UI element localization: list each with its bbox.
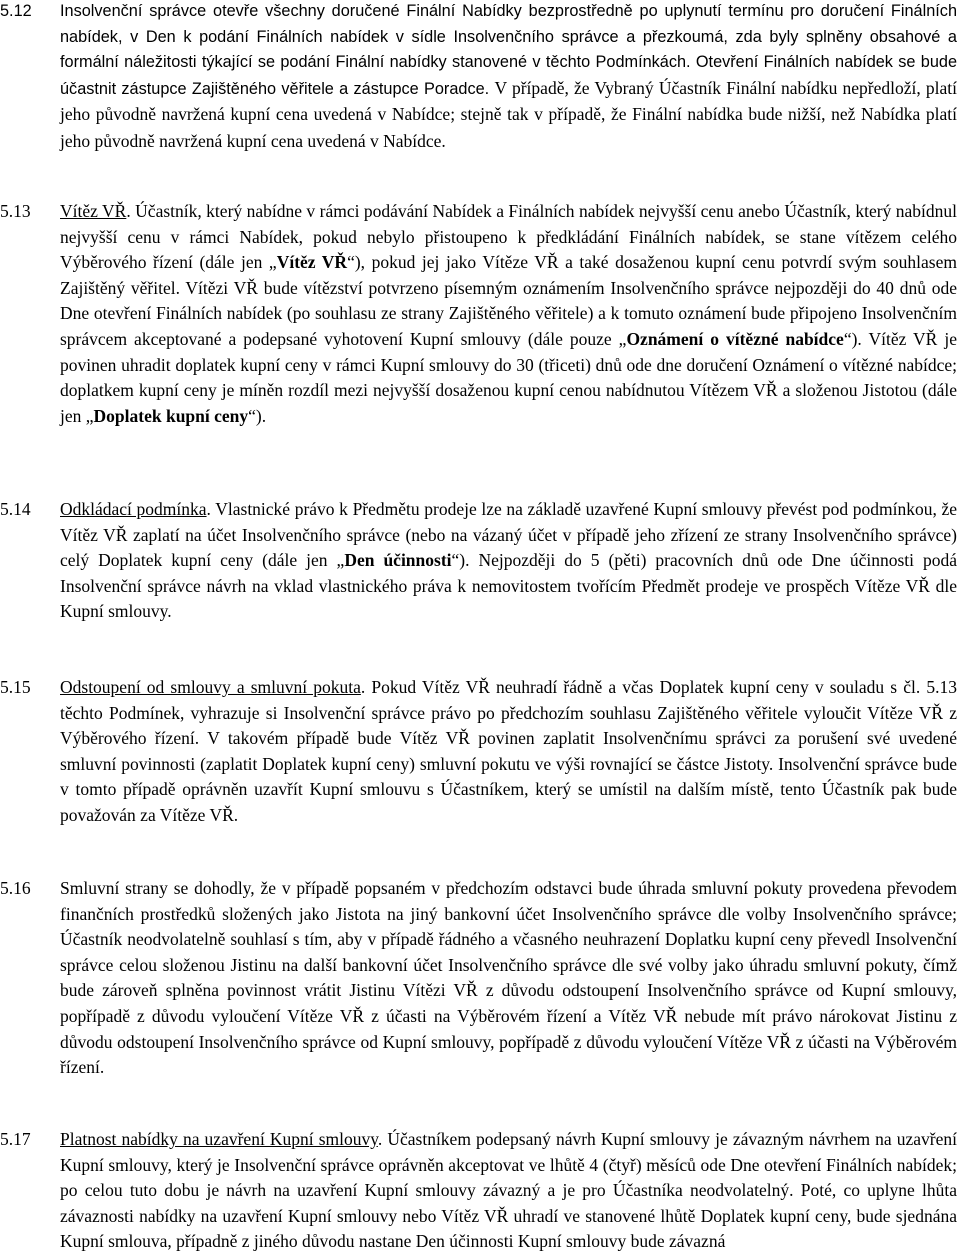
paragraph-5-17	[0, 1127, 960, 1253]
paragraph-text-part: . Vlastnické právo k Předmětu prodeje lze na základě uzavřené Kupní smlouvy převést pod podmínkou, že Vítěz VŘ zaplatí na účet Insolvenčního správce (nebo na vázaný účet v případě jeho zřízení ze strany Insolvenčního správce) celý Doplatek kupní ceny (dále jen „	[60, 499, 958, 571]
paragraph-5-12	[0, 0, 960, 174]
paragraph-number: 5.13	[0, 201, 31, 221]
paragraph-number: 5.12	[0, 2, 32, 20]
paragraph-text-part: . Účastník, který nabídne v rámci podávání Nabídek a Finálních nabídek nejvyšší cenu anebo Účastník, který nabídnul nejvyšší cenu v rámci Nabídek, pokud nebylo přistoupeno k předkládání Finálních nabídek, se stane vítězem celého Výběrového řízení (dále jen „	[60, 201, 957, 273]
paragraph-text	[60, 876, 957, 1081]
paragraph-text-part: “), pokud jej jako Vítěze VŘ a také dosaženou kupní cenu potvrdí svým souhlasem Zajištěný věřitel. Vítězi VŘ bude vítězství potvrzeno písemným oznámením Insolvenčního správce nejpozději do 40 dnů ode Dne otevření Finálních nabídek (po souhlasu ze strany Zajištěného věřitele) a k tomuto oznámení bude připojeno Insolvenčním správcem akceptované a podepsané vyhotovení Kupní smlouvy (dále pouze „	[60, 252, 957, 349]
paragraph-text-part: Smluvní strany se dohodly, že v případě popsaném v předchozím odstavci bude úhrada smluvní pokuty provedena převodem finančních prostředků složených jako Jistota na jiný bankovní účet Insolvenčního správce dle volby Insolvenčního správce; Účastník neodvolatelně souhlasí s tím, aby v případě řádného a včasného neuhrazení Doplatku kupní ceny převedl Insolvenční správce celou složenou Jistinu na další bankovní účet Insolvenčního správce dle své volby jako úhradu smluvní pokuty, čímž bude zároveň splněna povinnost vrátit Jistinu Vítězi VŘ z důvodu odstoupení Insolvenčního správce od Kupní smlouvy, popřípadě z důvodu vyloučení Vítěze VŘ z účasti na Výběrovém řízení a Vítěz VŘ nebude mít právo nárokovat Jistinu z důvodu odstoupení Insolvenčního správce od Kupní smlouvy, popřípadě z důvodu vyloučení Vítěze VŘ z účasti na Výběrovém řízení.	[60, 878, 957, 1078]
paragraph-text	[60, 497, 957, 625]
defined-term: Vítěz VŘ	[276, 252, 348, 273]
paragraph-heading: Platnost nabídky na uzavření Kupní smlouvy	[60, 1129, 378, 1149]
paragraph-5-15	[0, 675, 960, 855]
paragraph-number: 5.16	[0, 878, 31, 898]
paragraph-text-part: “).	[248, 405, 267, 426]
paragraph-text-part: Insolvenční správce otevře všechny doručené Finální Nabídky bezprostředně po uplynutí termínu pro doručení Finálních nabídek, v Den k podání Finálních nabídek v sídle Insolvenčního správce a přezkoumá, zda byly splněny obsahové a formální náležitosti týkající se podání Finální nabídky stanovené v těchto Podmínkách. Otevření Finálních nabídek se bude účastnit zástupce Zajištěného věřitele a zástupce Poradce.	[60, 2, 957, 98]
paragraph-text-part: “). Vítěz VŘ je povinen uhradit doplatek kupní ceny v rámci Kupní smlouvy do 30 (třiceti) dnů ode dne doručení Oznámení o vítězné nabídce; doplatkem kupní ceny je míněn rozdíl mezi nejvyšší dosaženou kupní cenou nabídnutou Vítězem VŘ a složenou Jistotou (dále jen „	[60, 328, 957, 426]
paragraph-number: 5.14	[0, 499, 31, 519]
paragraph-heading: Vítěz VŘ	[60, 201, 127, 221]
paragraph-5-14	[0, 497, 960, 652]
paragraph-text-part: . Účastníkem podepsaný návrh Kupní smlouvy je závazným návrhem na uzavření Kupní smlouvy, který je Insolvenční správce oprávněn akceptovat ve lhůtě 4 (čtyř) měsíců ode Dne otevření Finálních nabídek; po celou tuto dobu je návrh na uzavření Kupní smlouvy závazný a je pro Účastníka neodvolatelný. Poté, co uplyne lhůta závaznosti nabídky na uzavření Kupní smlouvy nebo Vítěz VŘ uhradí ve stanovené lhůtě Doplatek kupní ceny, bude sjednána Kupní smlouva, případně z jiného důvodu nastane Den účinnosti Kupní smlouvy bude závazná	[60, 1129, 958, 1252]
paragraph-text	[60, 675, 957, 829]
paragraph-text-part: “). Nejpozději do 5 (pěti) pracovních dnů ode Dne účinnosti podá Insolvenční správce návrh na vklad vlastnického práva k nemovitostem tvořícím Předmět prodeje ve prospěch Vítěze VŘ dle Kupní smlouvy.	[60, 550, 958, 622]
paragraph-text-part: V případě, že Vybraný Účastník Finální nabídku nepředloží, platí jeho původně navržená kupní cena uvedená v Nabídce; stejně tak v případě, že Finální nabídka bude nižší, než Nabídka platí jeho původně navržená kupní cena uvedená v Nabídce.	[60, 77, 957, 151]
paragraph-number: 5.15	[0, 677, 31, 697]
paragraph-number: 5.17	[0, 1129, 31, 1149]
paragraph-text	[60, 199, 957, 429]
defined-term: Oznámení o vítězné nabídce	[626, 328, 844, 349]
paragraph-text	[60, 0, 957, 156]
paragraph-text	[60, 1127, 957, 1253]
defined-term: Doplatek kupní ceny	[93, 405, 249, 426]
defined-term: Den účinnosti	[344, 550, 452, 571]
paragraph-heading: Odkládací podmínka	[60, 499, 207, 519]
paragraph-5-16	[0, 876, 960, 1106]
paragraph-text-part: . Pokud Vítěz VŘ neuhradí řádně a včas Doplatek kupní ceny v souladu s čl. 5.13 těchto Podmínek, vyhrazuje si Insolvenční správce právo po předchozím souhlasu Zajištěného věřitele vyloučit Vítěze VŘ z Výběrového řízení. V takovém případě bude Vítěz VŘ povinen zaplatit Insolvenčnímu správci za porušení své uvedené smluvní povinnosti (zaplatit Doplatek kupní ceny) smluvní pokutu ve výši rovnající se částce Jistoty. Insolvenční správce bude v tomto případě oprávněn uzavřít Kupní smlouvu s Účastníkem, který se umístil na dalším místě, tento Účastník pak bude považován za Vítěze VŘ.	[60, 677, 957, 825]
paragraph-heading: Odstoupení od smlouvy a smluvní pokuta	[60, 677, 361, 697]
paragraph-5-13	[0, 199, 960, 474]
